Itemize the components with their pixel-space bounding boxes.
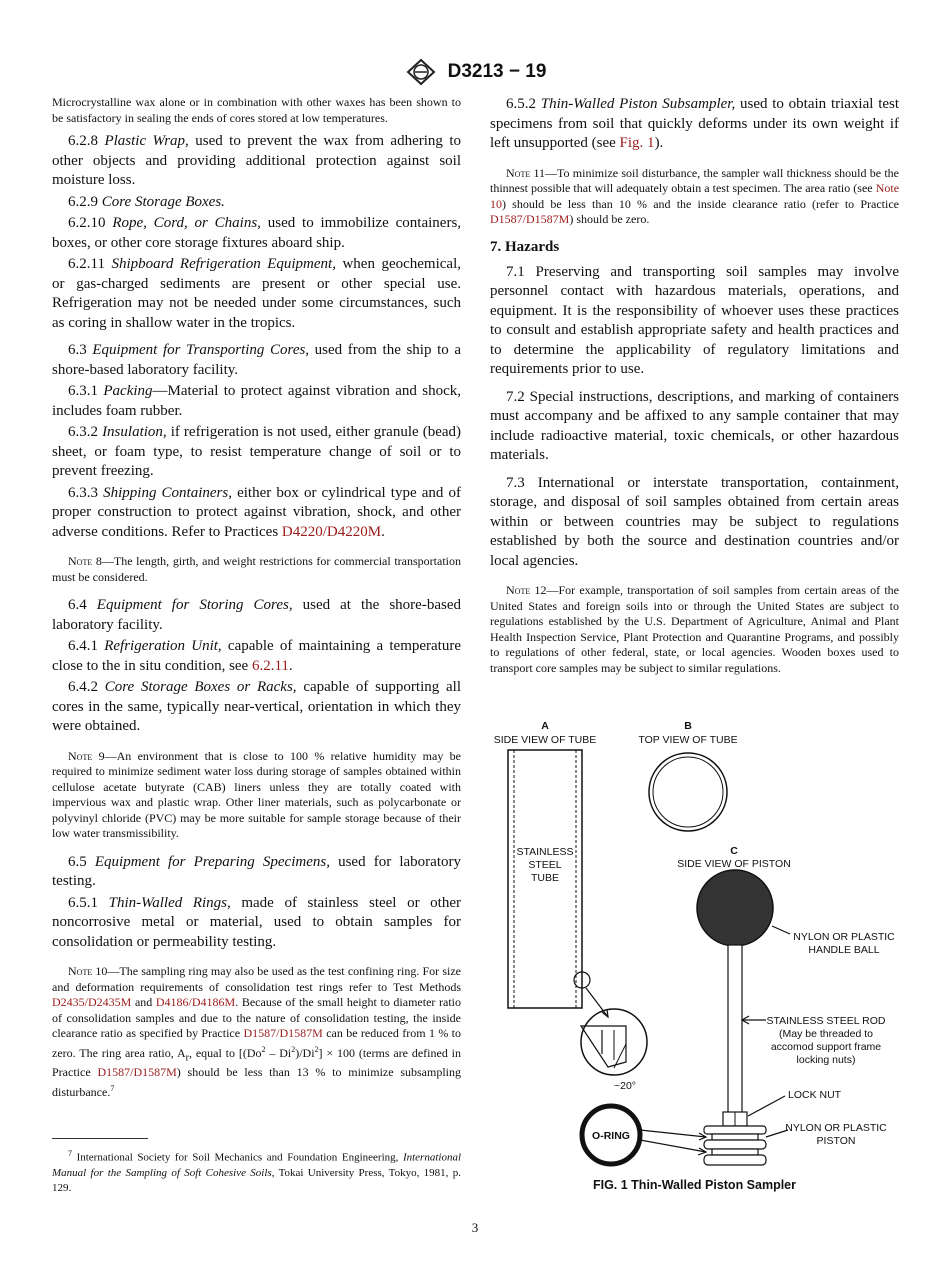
o-ring-label: O-RING <box>592 1130 630 1142</box>
piston-label-1: NYLON OR PLASTIC <box>785 1122 887 1134</box>
link-d4220[interactable]: D4220/D4220M <box>281 523 382 540</box>
rod-label-2: (May be threaded to <box>779 1028 873 1040</box>
page-header <box>0 58 950 86</box>
label-a: A <box>541 720 549 732</box>
tube-label-3: TUBE <box>530 872 560 884</box>
link-d2435[interactable]: D2435/D2435M <box>52 995 132 1009</box>
tube-top-view <box>649 753 727 831</box>
paragraph-6-5-1: 6.5.1 Thin-Walled Rings, made of stainless steel or other noncorrosive metal or material, used to obtain samples for consolidation or permeability testing. <box>52 894 461 950</box>
link-d4186[interactable]: D4186/D4186M <box>155 995 236 1009</box>
right-column <box>490 95 899 687</box>
label-c: C <box>730 845 738 857</box>
note-10: Note 10—The sampling ring may also be used as the test confining ring. For size and deformation requirements of consolidation test rings refer to Test Methods D2435/D2435M and D4186/D4186M. Because of the small height to diameter ratio of consolidation samples and due to the nature of consolidation testing, the inside clearance ratio as specified by Practice D1587/D1587M can be reduced from 1 % to zero. The ring area ratio, $A_r$, equal to $[(Do^2 - Di^2)/Di^2] \times 100$ (terms are defined in Practice D1587/D1587M) should be less than 13 % to minimize subsampling disturbance.$^7$ <box>52 964 462 1099</box>
paragraph-6-3-3: 6.3.3 Shipping Containers, either box or cylindrical type and of proper construction to protect against vibration, shock, and other adverse conditions. Refer to Practices D4220/D4220M. <box>52 484 461 540</box>
footnote-7: $^7$ International Society for Soil Mechanics and Foundation Engineering, International Manual for the Sampling of Soft Cohesive Soils, Tokai University Press, Tokyo, 1981, p. 129. <box>52 1149 462 1194</box>
label-a-sub: SIDE VIEW OF TUBE <box>493 734 597 746</box>
note-12: Note 12—For example, transportation of soil samples from certain areas of the United States and foreign soils into or through the United States are subject to regulations established by the U.S. Department of Agriculture, Animal and Plant Health Inspection Service, Plant Protection and Quarantine Programs, and possibly to regulations of other federal, state, or local agencies. Wooden boxes used to transport core samples may be subject to similar regulations. <box>490 583 899 675</box>
paragraph-6-3-2: 6.3.2 Insulation, if refrigeration is not used, either granule (bead) sheet, or foam type, to resist temperature change of soil or to prevent freezing. <box>52 424 462 479</box>
link-d1587-b[interactable]: D1587/D1587M <box>97 1065 177 1080</box>
angle-label: ~20° <box>613 1080 637 1092</box>
piston-rod <box>728 945 742 1113</box>
paragraph-6-5-2: 6.5.2 Thin-Walled Piston Subsampler, used to obtain triaxial test specimens from soil that quickly deforms under its own weight if left unsupported (see Fig. 1). <box>490 96 900 151</box>
ball-label-1: NYLON OR PLASTIC <box>793 931 895 943</box>
paragraph-6-2-8: 6.2.8 Plastic Wrap, used to prevent the wax from adhering to other objects and providing additional protection against soil moisture loss. <box>52 133 462 188</box>
astm-logo-icon <box>404 58 438 86</box>
link-note-10[interactable]: Note 10 <box>490 181 900 211</box>
paragraph-6-2-11: 6.2.11 Shipboard Refrigeration Equipment, when geochemical, or gas-charged sediments are present or other special use. Refrigeration may not be needed under some circumstances, such as coring in shallow water in the tropics. <box>52 256 461 331</box>
link-fig-1[interactable]: Fig. 1 <box>619 135 655 151</box>
figure-1 <box>490 712 899 1202</box>
footnote-rule <box>52 1138 148 1139</box>
rod-label-4: locking nuts) <box>796 1054 856 1066</box>
note-8: Note 8—The length, girth, and weight restrictions for commercial transportation must be considered. <box>52 554 461 584</box>
page-number: 3 <box>471 1220 479 1235</box>
piston-label-2: PISTON <box>816 1135 856 1147</box>
label-b-sub: TOP VIEW OF TUBE <box>638 734 738 746</box>
paragraph-6-4-2: 6.4.2 Core Storage Boxes or Racks, capable of supporting all cores in the same, typically near-vertical, orientation in which they were obtained. <box>52 679 462 734</box>
paragraph-7-2: 7.2 Special instructions, descriptions, and marking of containers must accompany and be affixed to any sample container that may include radioactive material, toxic chemicals, or other hazardous materials. <box>490 388 899 463</box>
piston-body <box>704 1126 766 1165</box>
paragraph-6-3: 6.3 Equipment for Transporting Cores, used from the ship to a shore-based laboratory facility. <box>52 342 462 378</box>
handle-ball <box>697 870 773 946</box>
rod-label-3: accomod support frame <box>770 1041 882 1053</box>
label-b: B <box>684 720 692 732</box>
note-11: Note 11—To minimize soil disturbance, the sampler wall thickness should be the thinnest possible that will adequately obtain a test specimen. The area ratio (see Note 10) should be less than 10 % and the inside clearance ratio (refer to Practice D1587/D1587M) should be zero. <box>490 165 900 226</box>
link-d1587-c[interactable]: D1587/D1587M <box>490 212 570 226</box>
link-6-2-11[interactable]: 6.2.11 <box>251 657 289 674</box>
paragraph-7-1: 7.1 Preserving and transporting soil samples may involve personnel contact with hazardous materials, operations, and equipment. It is the responsibility of whoever uses these practices to consult and establish appropriate safety and health practices and to determine the applicability of regulatory limitations and requirements prior to use. <box>490 263 899 377</box>
lock-nut-label: LOCK NUT <box>788 1089 842 1101</box>
piston-sampler-diagram <box>490 712 899 1177</box>
note-9: Note 9—An environment that is close to 100 % relative humidity may be required to minimize sediment water loss during storage of samples obtained within cellulose acetate butyrate (CAB) liners unless they are totally coated with impervious wax and plastic wrap. Other liner materials, such as polycarbonate or polyvinyl chloride (PVC) may be more suitable for sample storage because of their low water transmissibility. <box>52 748 462 840</box>
paragraph-6-2-10: 6.2.10 Rope, Cord, or Chains, used to immobilize containers, boxes, or other core storage fixtures aboard ship. <box>52 215 462 251</box>
ball-label-2: HANDLE BALL <box>808 944 880 956</box>
tube-edge-detail <box>581 1009 647 1075</box>
section-7-heading: 7. Hazards <box>490 238 560 255</box>
paragraph-6-2-9: 6.2.9 Core Storage Boxes. <box>68 193 225 210</box>
standard-id: D3213 − 19 <box>447 61 547 82</box>
left-column <box>52 95 461 1111</box>
figure-caption: FIG. 1 Thin-Walled Piston Sampler <box>592 1178 797 1192</box>
paragraph-6-4-1: 6.4.1 Refrigeration Unit, capable of maintaining a temperature close to the in situ condition, see 6.2.11. <box>52 638 461 674</box>
tube-label-1: STAINLESS <box>516 846 574 858</box>
label-c-sub: SIDE VIEW OF PISTON <box>677 858 791 870</box>
paragraph-6-3-1: 6.3.1 Packing—Material to protect against vibration and shock, includes foam rubber. <box>52 383 462 419</box>
link-d1587-a[interactable]: D1587/D1587M <box>243 1026 323 1040</box>
paragraph-7-3: 7.3 International or interstate transportation, containment, storage, and disposal of soil samples obtained from certain areas within or between countries may be subject to regulations established by both the source and destination countries and/or local agencies. <box>490 474 899 569</box>
paragraph-6-4: 6.4 Equipment for Storing Cores, used at the shore-based laboratory facility. <box>52 597 461 633</box>
paragraph-wax: Microcrystalline wax alone or in combination with other waxes has been shown to be satisfactory in sealing the ends of cores stored at low temperatures. <box>52 95 461 125</box>
tube-label-2: STEEL <box>528 859 562 871</box>
paragraph-6-5: 6.5 Equipment for Preparing Specimens, used for laboratory testing. <box>52 853 461 889</box>
rod-label-1: STAINLESS STEEL ROD <box>766 1015 886 1027</box>
